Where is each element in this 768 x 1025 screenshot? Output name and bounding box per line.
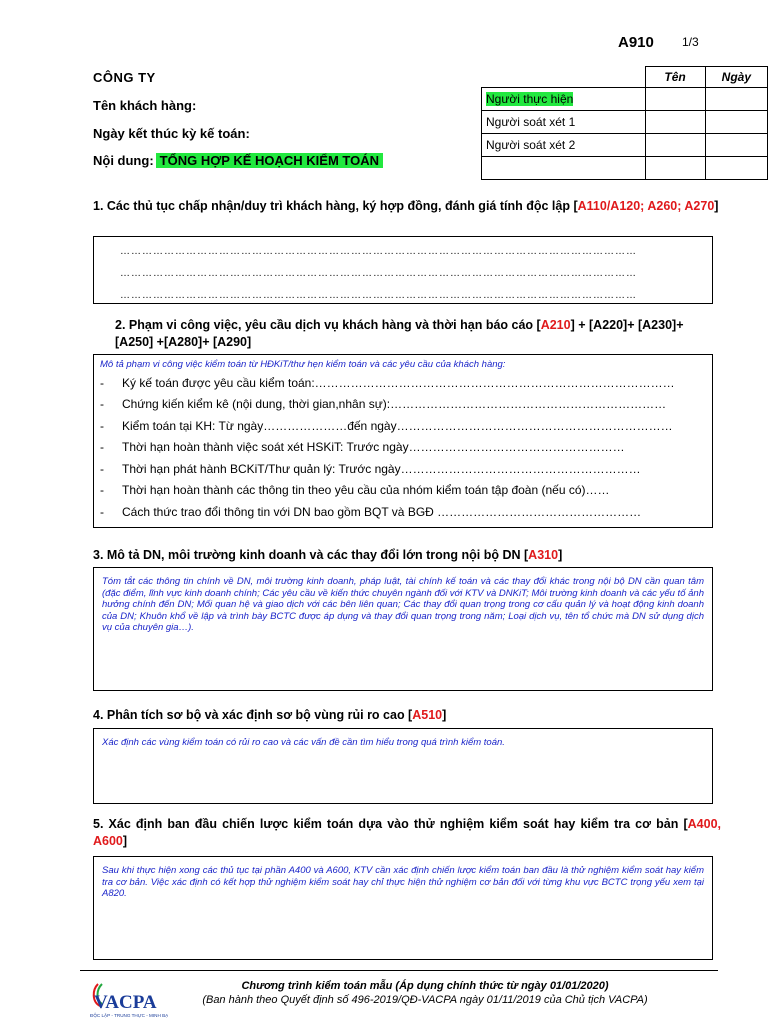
section-2-title-a: Phạm vi công việc, yêu cầu dịch vụ khách hàng và thời hạn báo cáo [ — [128, 318, 541, 332]
section-2-note: Mô tả phạm vi công việc kiểm toán từ HĐKiT/thư hẹn kiểm toán và các yêu cầu của khách hàng: — [100, 359, 506, 370]
document-code: A910 — [618, 34, 654, 51]
scope-item-text: Ký kế toán được yêu cầu kiểm toán:……………………………………………………………………………… — [122, 375, 675, 390]
section-2-title-b: ] + [A220]+ [A230]+ — [570, 318, 684, 332]
section-5-box[interactable] — [93, 856, 713, 960]
page-number: 1/3 — [682, 35, 699, 49]
section-4-close: ] — [442, 708, 447, 722]
footer-program: Chương trình kiểm toán mẫu (Áp dụng chính thức từ ngày 01/01/2020) — [241, 980, 609, 992]
signoff-corner-cell — [482, 67, 646, 88]
bullet: - — [100, 483, 104, 497]
scope-item — [100, 416, 702, 438]
section-3-title — [93, 547, 721, 564]
section-5-refs: A400, A600 — [93, 817, 721, 848]
scope-item-text: Chứng kiến kiểm kê (nội dung, thời gian,nhân sự):…………………………………………………………… — [122, 397, 667, 411]
logo-subtext: ĐỘC LẬP - TRUNG THỰC - MINH BẠCH — [90, 1013, 168, 1018]
section-4-title-text: 4. Phân tích sơ bộ và xác định sơ bộ vùng rủi ro cao [ — [93, 708, 413, 722]
scope-item — [100, 437, 702, 459]
signoff-role-label: Người thực hiện — [486, 92, 574, 106]
scope-item — [100, 502, 702, 524]
content-label: Nội dung: — [93, 153, 154, 168]
section-4-ref: A510 — [412, 708, 443, 722]
company-label: CÔNG TY — [93, 70, 156, 85]
section-1-refs: A110/A120; A260; A270 — [577, 199, 715, 213]
section-4-note: Xác định các vùng kiểm toán có rủi ro cao và các vấn đề cần tìm hiểu trong quá trình kiểm toán. — [102, 737, 505, 748]
bullet: - — [100, 440, 104, 454]
signoff-name-cell[interactable] — [645, 88, 705, 111]
footer-decision: (Ban hành theo Quyết định số 496-2019/QĐ-VACPA ngày 01/11/2019 của Chủ tịch VACPA) — [202, 994, 648, 1006]
signoff-name-cell[interactable] — [645, 134, 705, 157]
section-2-title-c: [A250] +[A280]+ [A290] — [115, 335, 252, 349]
content-row — [93, 153, 383, 168]
signoff-name-cell[interactable] — [645, 157, 705, 180]
section-5-note: Sau khi thực hiện xong các thủ tục tại phần A400 và A600, KTV cần xác định chiến lược kiểm toán ban đầu là thử nghiệm kiểm soát hay kiểm tra cơ bản. Việc xác định có kết hợp thử nghiệm kiểm soát hay chỉ thực hiện thử nghiệm cơ bản đối với từng khu vực BCTC trọng yếu xem tại A820. — [102, 865, 704, 899]
section-1-title-text: 1. Các thủ tục chấp nhận/duy trì khách hàng, ký hợp đồng, đánh giá tính độc lập [ — [93, 199, 578, 213]
bullet: - — [100, 461, 104, 476]
signoff-role: Người soát xét 1 — [482, 111, 646, 134]
signoff-row — [482, 157, 768, 180]
signoff-date-cell[interactable] — [705, 88, 767, 111]
scope-item-text: Cách thức trao đổi thông tin với DN bao gồm BQT và BGĐ …………………………………………… — [122, 504, 642, 519]
section-2-title — [115, 317, 715, 351]
section-3-note: Tóm tắt các thông tin chính về DN, môi trường kinh doanh, pháp luật, tài chính kế toán và các thay đổi khác trong nội bộ DN cần quan tâm (đặc điểm, lĩnh vực kinh doanh chính; Các yêu cầu về kiến thức chuyên ngành đối với KTV và DNKiT; Môi trường kinh doanh và các yếu tố ảnh hưởng chính đến DN; Mối quan hệ và giao dịch với các bên liên quan; Các thay đổi quan trọng trong cơ cấu quản lý và hoạt động kinh doanh của DN; Khuôn khổ về lập và trình bày BCTC được áp dụng và thay đổi quan trọng trong năm; Loại dịch vụ, tên tổ chức mà DN sử dụng dịch vụ của chuyên gia…). — [102, 576, 704, 633]
signoff-date-cell[interactable] — [705, 157, 767, 180]
period-end-label: Ngày kết thúc kỳ kế toán: — [93, 126, 250, 141]
scope-item-text: Thời hạn hoàn thành các thông tin theo yêu cầu của nhóm kiểm toán tập đoàn (nếu có)…… — [122, 483, 610, 497]
section-4-box[interactable] — [93, 728, 713, 804]
section-3-close: ] — [558, 548, 563, 562]
signoff-role — [482, 157, 646, 180]
section-3-ref: A310 — [528, 548, 559, 562]
scope-item — [100, 394, 702, 416]
scope-item-text: Kiểm toán tại KH: Từ ngày…………………đến ngày…………………………………………………………… — [122, 418, 673, 433]
signoff-row — [482, 111, 768, 134]
scope-item — [100, 373, 702, 395]
vacpa-logo-graphic — [88, 980, 168, 1020]
section-5-title — [93, 816, 721, 850]
section-1-title — [93, 198, 721, 215]
signoff-header-row — [482, 67, 768, 88]
bullet: - — [100, 504, 104, 519]
section-2-ref: A210 — [540, 318, 571, 332]
signoff-date-cell[interactable] — [705, 134, 767, 157]
client-name-label: Tên khách hàng: — [93, 98, 197, 113]
signoff-name-cell[interactable] — [645, 111, 705, 134]
dotted-line: …………………………………………………………………………………………………………………………… — [120, 290, 637, 301]
dotted-line: …………………………………………………………………………………………………………………………… — [120, 268, 637, 279]
signoff-col-name: Tên — [645, 67, 705, 88]
section-2-num: 2. — [115, 318, 126, 332]
section-4-title — [93, 707, 721, 724]
signoff-role: Người soát xét 2 — [482, 134, 646, 157]
section-3-box[interactable] — [93, 567, 713, 691]
logo-text: VACPA — [94, 992, 157, 1013]
vacpa-logo — [88, 980, 168, 1020]
bullet: - — [100, 418, 104, 433]
section-3-title-text: 3. Mô tả DN, môi trường kinh doanh và các thay đổi lớn trong nội bộ DN [ — [93, 548, 529, 562]
bullet: - — [100, 397, 104, 411]
content-value: TỔNG HỢP KẾ HOẠCH KIỂM TOÁN — [156, 153, 383, 168]
section-5-close: ] — [122, 834, 128, 848]
section-1-box[interactable] — [93, 236, 713, 304]
signoff-row — [482, 134, 768, 157]
signoff-role — [482, 88, 646, 111]
signoff-table — [481, 66, 768, 180]
signoff-date-cell[interactable] — [705, 111, 767, 134]
signoff-row — [482, 88, 768, 111]
dotted-line: …………………………………………………………………………………………………………………………… — [120, 246, 637, 257]
scope-item-text: Thời hạn hoàn thành việc soát xét HSKiT: Trước ngày……………………………………………… — [122, 440, 625, 454]
section-1-close: ] — [714, 199, 719, 213]
scope-item — [100, 459, 702, 481]
scope-item-text: Thời hạn phát hành BCKiT/Thư quản lý: Trước ngày…………………………………………………… — [122, 461, 641, 476]
footer-divider — [80, 970, 718, 971]
scope-item — [100, 480, 702, 502]
bullet: - — [100, 375, 104, 390]
section-5-title-text: 5. Xác định ban đầu chiến lược kiểm toán dựa vào thử nghiệm kiểm soát hay kiểm tra cơ bản [ — [93, 817, 688, 831]
signoff-col-date: Ngày — [705, 67, 767, 88]
section-2-box[interactable] — [93, 354, 713, 528]
